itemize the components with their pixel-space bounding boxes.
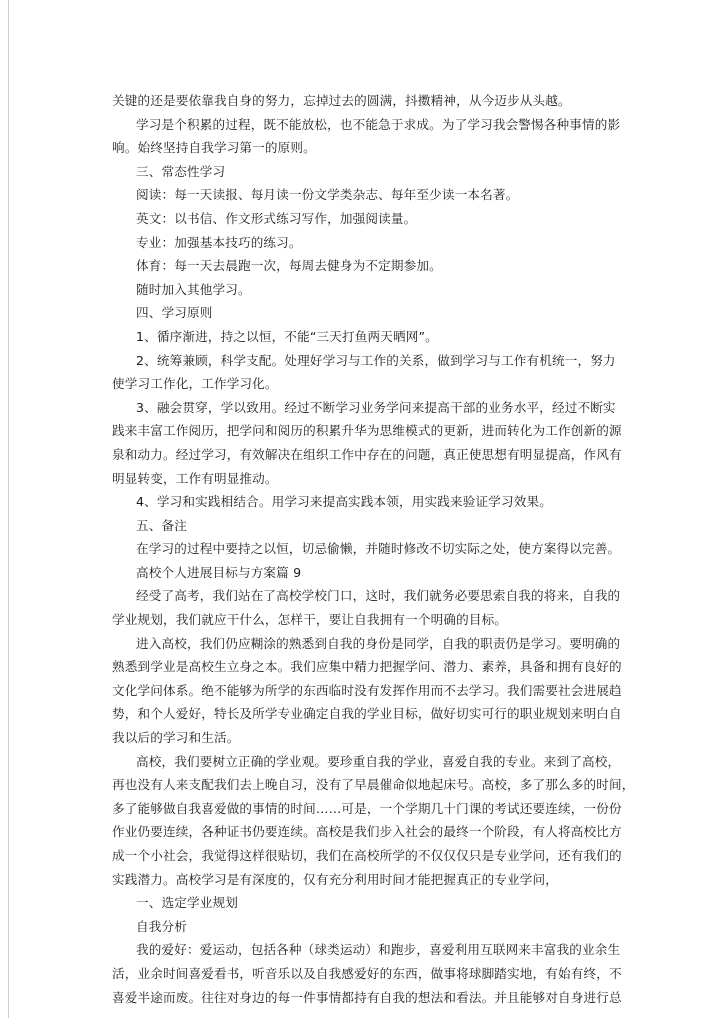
text-line: 喜爱半途而废。往往对身边的每一件事情都持有自我的想法和看法。并且能够对自身进行总 [112, 989, 622, 1005]
text-line: 进入高校，我们仍应糊涂的熟悉到自我的身份是同学，自我的职责仍是学习。要明确的 [136, 635, 621, 651]
text-line: 关键的还是要依靠我自身的努力，忘掉过去的圆满，抖擞精神，从今迈步从头越。 [112, 93, 571, 108]
text-line: 作业仍要连续，各种证书仍要连续。高校是我们步入社会的最终一个阶段，有人将高校比方 [112, 824, 622, 840]
text-line: 明显转变，工作有明显推动。 [112, 470, 278, 486]
text-line: 英文：以书信、作文形式练习写作，加强阅读量。 [136, 210, 417, 226]
text-line: 泉和动力。经过学习，有效解决在组织工作中存在的问题，真正使思想有明显提高，作风有 [112, 446, 622, 462]
text-line: 一、选定学业规划 [136, 895, 238, 911]
text-line: 再也没有人来支配我们去上晚自习，没有了早晨催命似地起床号。高校，多了那么多的时间， [112, 777, 635, 793]
text-line: 4、学习和实践相结合。用学习来提高实践本领，用实践来验证学习效果。 [136, 494, 552, 510]
text-line: 使学习工作化，工作学习化。 [112, 376, 278, 392]
text-line: 势，和个人爱好，特长及所学专业确定自我的学业目标，做好切实可行的职业规划来明白自 [112, 706, 622, 722]
text-line: 三、常态性学习 [136, 163, 226, 179]
text-line: 活，业余时间喜爱看书，听音乐以及自我感爱好的东西，做事将球脚踏实地，有始有终，不 [112, 965, 622, 981]
text-line: 我的爱好：爱运动，包括各种（球类运动）和跑步，喜爱利用互联网来丰富我的业余生 [136, 942, 621, 958]
text-line: 阅读：每一天读报、每月读一份文学类杂志、每年至少读一本名著。 [136, 187, 519, 203]
text-line: 自我分析 [136, 918, 187, 934]
text-line: 文化学问体系。绝不能够为所学的东西临时没有发挥作用而不去学习。我们需要社会进展趋 [112, 682, 622, 698]
text-line: 1、循序渐进，持之以恒，不能“三天打鱼两天晒网”。 [136, 328, 438, 344]
text-line: 我以后的学习和生活。 [112, 730, 240, 746]
text-line: 学习是个积累的过程，既不能放松，也不能急于求成。为了学习我会警惕各种事情的影 [136, 116, 621, 132]
text-line: 2、统筹兼顾，科学支配。处理好学习与工作的关系，做到学习与工作有机统一，努力 [136, 352, 616, 368]
text-line: 响。始终坚持自我学习第一的原则。 [112, 140, 316, 156]
page-edge-line [8, 0, 9, 1018]
text-line: 3、融会贯穿，学以致用。经过不断学习业务学问来提高干部的业务水平，经过不断实 [136, 399, 616, 415]
text-line: 在学习的过程中要持之以恒，切忌偷懒，并随时修改不切实际之处，使方案得以完善。 [136, 541, 621, 557]
text-line: 五、备注 [136, 517, 187, 533]
text-line: 践来丰富工作阅历，把学问和阅历的积累升华为思维模式的更新，进而转化为工作创新的源 [112, 423, 622, 439]
text-line: 专业：加强基本技巧的练习。 [136, 234, 302, 250]
text-line: 随时加入其他学习。 [136, 281, 251, 297]
document-body [112, 89, 635, 1009]
text-line: 体育：每一天去晨跑一次，每周去健身为不定期参加。 [136, 258, 442, 274]
text-line: 实践潜力。高校学习是有深度的，仅有充分利用时间才能把握真正的专业学问， [112, 871, 559, 887]
text-line: 经受了高考，我们站在了高校学校门口，这时，我们就务必要思索自我的将来，自我的 [136, 588, 621, 604]
text-line: 多了能够做自我喜爱做的事情的时间……可是，一个学期几十门课的考试还要连续，一份份 [112, 800, 622, 816]
text-line: 成一个小社会，我觉得这样很贴切，我们在高校所学的不仅仅仅只是专业学问，还有我们的 [112, 848, 622, 863]
text-line: 高校，我们要树立正确的学业观。要珍重自我的学业，喜爱自我的专业。来到了高校， [136, 753, 621, 769]
text-line: 四、学习原则 [136, 305, 213, 321]
text-line: 高校个人进展目标与方案篇 9 [136, 564, 302, 580]
text-line: 熟悉到学业是高校生立身之本。我们应集中精力把握学问、潜力、素养，具备和拥有良好的 [112, 659, 622, 675]
text-line: 学业规划，我们就应干什么，怎样干，要让自我拥有一个明确的目标。 [112, 612, 508, 628]
